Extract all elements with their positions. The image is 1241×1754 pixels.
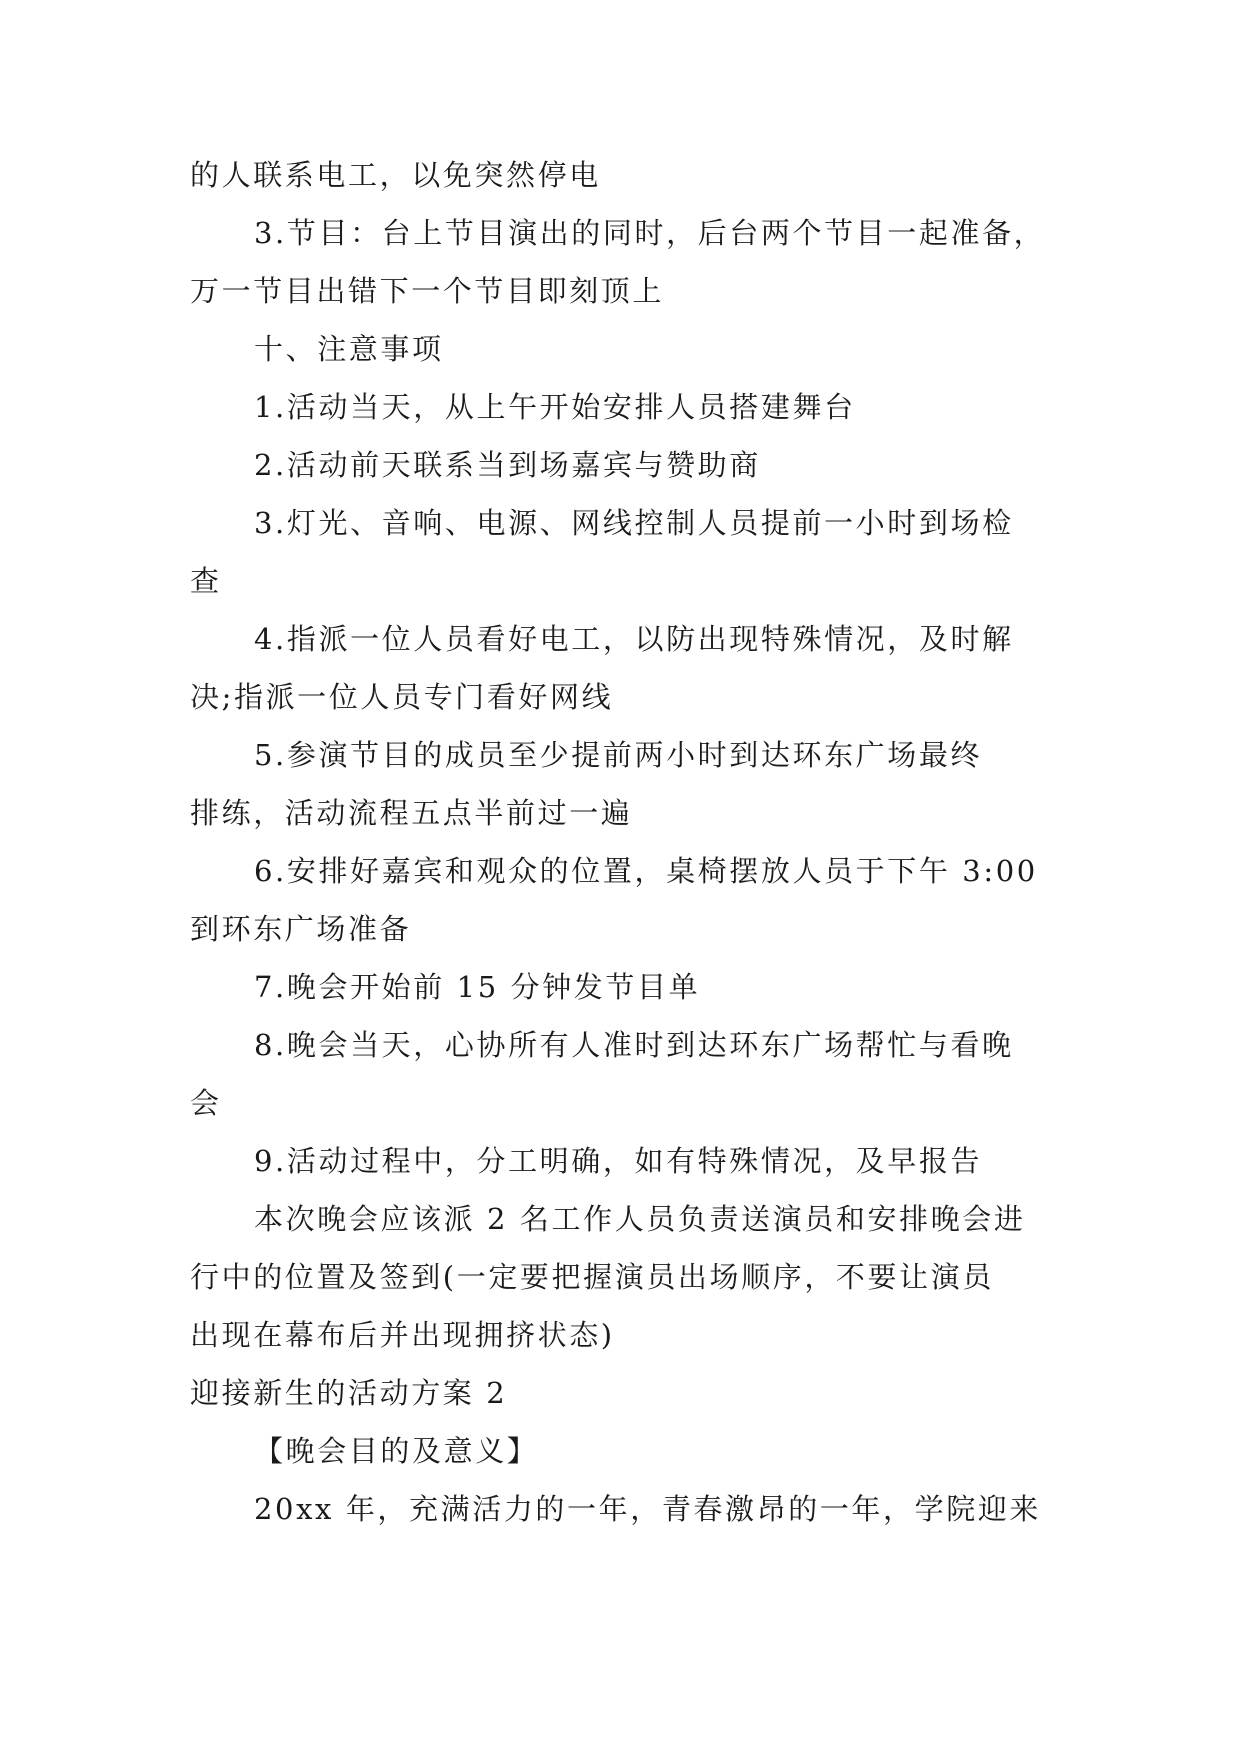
text-line: 7.晚会开始前 15 分钟发节目单 — [254, 970, 701, 1004]
text-line: 1.活动当天，从上午开始安排人员搭建舞台 — [254, 390, 856, 424]
text-line: 5.参演节目的成员至少提前两小时到达环东广场最终 — [254, 738, 983, 772]
text-line: 行中的位置及签到(一定要把握演员出场顺序，不要让演员 — [190, 1260, 994, 1294]
subsection-heading: 【晚会目的及意义】 — [254, 1434, 539, 1468]
text-line: 4.指派一位人员看好电工，以防出现特殊情况，及时解 — [254, 622, 1014, 656]
text-line: 20xx 年，充满活力的一年，青春激昂的一年，学院迎来 — [254, 1492, 1042, 1526]
text-line: 3.节目：台上节目演出的同时，后台两个节目一起准备， — [254, 216, 1046, 250]
text-line: 到环东广场准备 — [190, 912, 412, 946]
text-line: 9.活动过程中，分工明确，如有特殊情况，及早报告 — [254, 1144, 983, 1178]
section-heading: 十、注意事项 — [254, 332, 444, 366]
text-line: 决;指派一位人员专门看好网线 — [190, 680, 614, 714]
text-line: 3.灯光、音响、电源、网线控制人员提前一小时到场检 — [254, 506, 1014, 540]
text-line: 万一节目出错下一个节目即刻顶上 — [190, 274, 665, 308]
text-line: 6.安排好嘉宾和观众的位置，桌椅摆放人员于下午 3:00 — [254, 854, 1038, 888]
text-line: 本次晚会应该派 2 名工作人员负责送演员和安排晚会进 — [254, 1202, 1026, 1236]
section-title: 迎接新生的活动方案 2 — [190, 1376, 508, 1410]
text-line: 8.晚会当天，心协所有人准时到达环东广场帮忙与看晚 — [254, 1028, 1014, 1062]
text-line: 出现在幕布后并出现拥挤状态) — [190, 1318, 615, 1352]
text-line: 排练，活动流程五点半前过一遍 — [190, 796, 633, 830]
text-line: 2.活动前天联系当到场嘉宾与赞助商 — [254, 448, 761, 482]
text-line: 会 — [190, 1086, 222, 1120]
text-line: 查 — [190, 564, 222, 598]
text-line: 的人联系电工，以免突然停电 — [190, 158, 601, 192]
